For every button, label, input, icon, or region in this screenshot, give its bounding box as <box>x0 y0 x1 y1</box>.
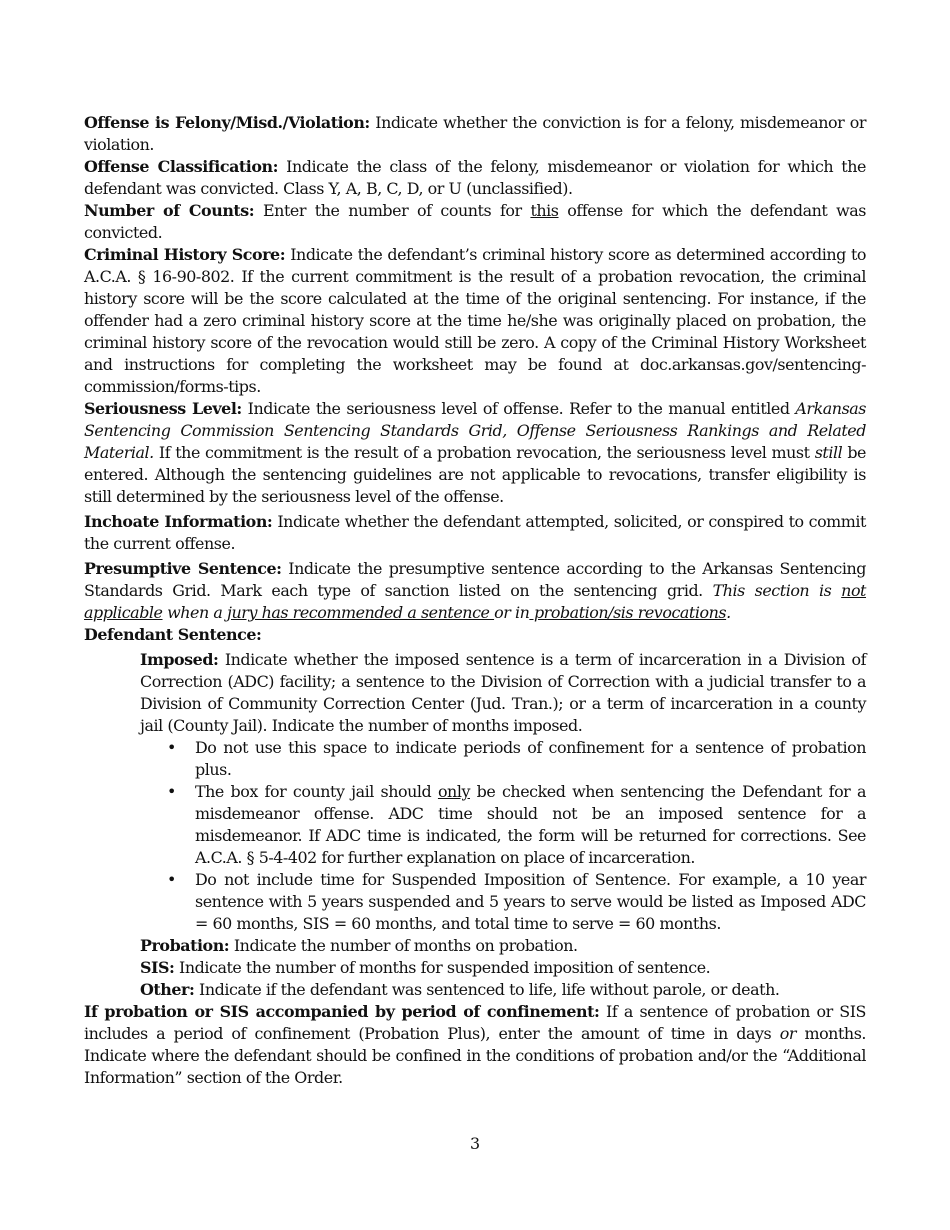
bullet-1-text: Do not use this space to indicate periods of confinement for a sentence of probation plus. <box>195 738 866 779</box>
presumptive-italic-b: when a <box>162 603 228 622</box>
felony-label: Offense is Felony/Misd./Violation: <box>84 113 370 132</box>
defendant-sentence-heading <box>84 624 866 646</box>
confinement-text-b: months. Indicate where the defendant should be confined in the conditions of probation and/or the “Additional Information” section of the Order. <box>84 1024 866 1087</box>
probation-text: Indicate the number of months on probation. <box>229 936 578 955</box>
criminal-history-paragraph <box>84 244 866 398</box>
bullet-icon: • <box>167 782 176 801</box>
confinement-text-a: If a sentence of probation or SIS includes a period of confinement (Probation Plus), enter the amount of time in days <box>84 1002 866 1043</box>
seriousness-label: Seriousness Level: <box>84 399 242 418</box>
imposed-label: Imposed: <box>140 650 219 669</box>
presumptive-paragraph <box>84 558 866 624</box>
list-item <box>167 781 866 869</box>
list-item <box>167 737 866 781</box>
other-label: Other: <box>140 980 195 999</box>
seriousness-text-a: Indicate the seriousness level of offense. Refer to the manual entitled <box>241 399 796 418</box>
inchoate-text: Indicate whether the defendant attempted, solicited, or conspired to commit the current offense. <box>84 512 866 553</box>
probation-paragraph <box>140 935 866 957</box>
inchoate-paragraph <box>84 511 866 555</box>
bullet-icon: • <box>167 738 176 757</box>
classification-label: Offense Classification: <box>84 157 279 176</box>
inchoate-label: Inchoate Information: <box>84 512 273 531</box>
confinement-or: or <box>779 1024 796 1043</box>
list-item <box>167 869 866 935</box>
sis-paragraph <box>140 957 866 979</box>
presumptive-jury: jury has recommended a sentence <box>227 603 495 622</box>
other-paragraph <box>140 979 866 1001</box>
criminal-history-text: Indicate the defendant’s criminal history score as determined according to A.C.A. § 16-90-802. If the current commitment is the result of a probation revocation, the criminal history score will be the score calculated at the time of the original sentencing. For instance, if the offender had a zero criminal history score at the time he/she was originally placed on probation, the criminal history score of the revocation would still be zero. A copy of the Criminal History Worksheet and instructions for completing the worksheet may be found at doc.arkansas.gov/sentencing-commission/forms-tips. <box>84 245 866 396</box>
presumptive-text: Indicate the presumptive sentence according to the Arkansas Sentencing Standards Grid. Mark each type of sanction listed on the sentencing grid. <box>84 559 866 600</box>
confinement-paragraph <box>84 1001 866 1089</box>
bullet-icon: • <box>167 870 176 889</box>
imposed-paragraph <box>140 649 866 737</box>
counts-text-a: Enter the number of counts for <box>254 201 531 220</box>
other-text: Indicate if the defendant was sentenced to life, life without parole, or death. <box>194 980 780 999</box>
presumptive-italic-c: or in <box>494 603 530 622</box>
imposed-bullet-list <box>140 737 866 935</box>
document-body <box>84 112 866 1089</box>
bullet-2-only: only <box>437 782 470 801</box>
seriousness-still: still <box>814 443 843 462</box>
seriousness-text-c: be entered. Although the sentencing guidelines are not applicable to revocations, transfer eligibility is still determined by the seriousness level of the offense. <box>84 443 867 506</box>
bullet-2-text-b: be checked when sentencing the Defendant for a misdemeanor offense. ADC time should not be an imposed sentence for a misdemeanor. If ADC time is indicated, the form will be returned for corrections. See A.C.A. § 5-4-402 for further explanation on place of incarceration. <box>195 782 866 867</box>
counts-text-b: offense for which the defendant was convicted. <box>84 201 867 242</box>
confinement-label: If probation or SIS accompanied by period of confinement: <box>84 1002 600 1021</box>
probation-label: Probation: <box>140 936 230 955</box>
felony-paragraph <box>84 112 866 156</box>
presumptive-italic-a: This section is <box>712 581 842 600</box>
defendant-sentence-label: Defendant Sentence: <box>84 625 262 644</box>
bullet-3-text: Do not include time for Suspended Imposition of Sentence. For example, a 10 year sentence with 5 years suspended and 5 years to serve would be listed as Imposed ADC = 60 months, SIS = 60 months, and total time to serve = 60 months. <box>195 870 866 933</box>
sis-label: SIS: <box>140 958 175 977</box>
felony-text: Indicate whether the conviction is for a felony, misdemeanor or violation. <box>84 113 866 154</box>
bullet-2-text-a: The box for county jail should <box>195 782 438 801</box>
seriousness-manual-title: Arkansas Sentencing Commission Sentencing Standards Grid, Offense Seriousness Rankings and Related Material. <box>84 399 866 462</box>
seriousness-text-b: If the commitment is the result of a probation revocation, the seriousness level must <box>153 443 815 462</box>
counts-label: Number of Counts: <box>84 201 255 220</box>
imposed-text: Indicate whether the imposed sentence is a term of incarceration in a Division of Correction (ADC) facility; a sentence to the Division of Correction with a judicial transfer to a Division of Community Correction Center (Jud. Tran.); or a term of incarceration in a county jail (County Jail). Indicate the number of months imposed. <box>140 650 866 735</box>
classification-paragraph <box>84 156 866 200</box>
sis-text: Indicate the number of months for suspended imposition of sentence. <box>174 958 711 977</box>
counts-paragraph <box>84 200 866 244</box>
classification-text: Indicate the class of the felony, misdemeanor or violation for which the defendant was convicted. Class Y, A, B, C, D, or U (unclassified). <box>84 157 866 198</box>
counts-underlined: this <box>530 201 559 220</box>
presumptive-not-applicable: not applicable <box>84 581 866 622</box>
criminal-history-label: Criminal History Score: <box>84 245 286 264</box>
page-number: 3 <box>469 1134 481 1153</box>
presumptive-probation: probation/sis revocations <box>529 603 727 622</box>
presumptive-italic-d: . <box>726 603 731 622</box>
presumptive-label: Presumptive Sentence: <box>84 559 282 578</box>
seriousness-paragraph <box>84 398 866 508</box>
